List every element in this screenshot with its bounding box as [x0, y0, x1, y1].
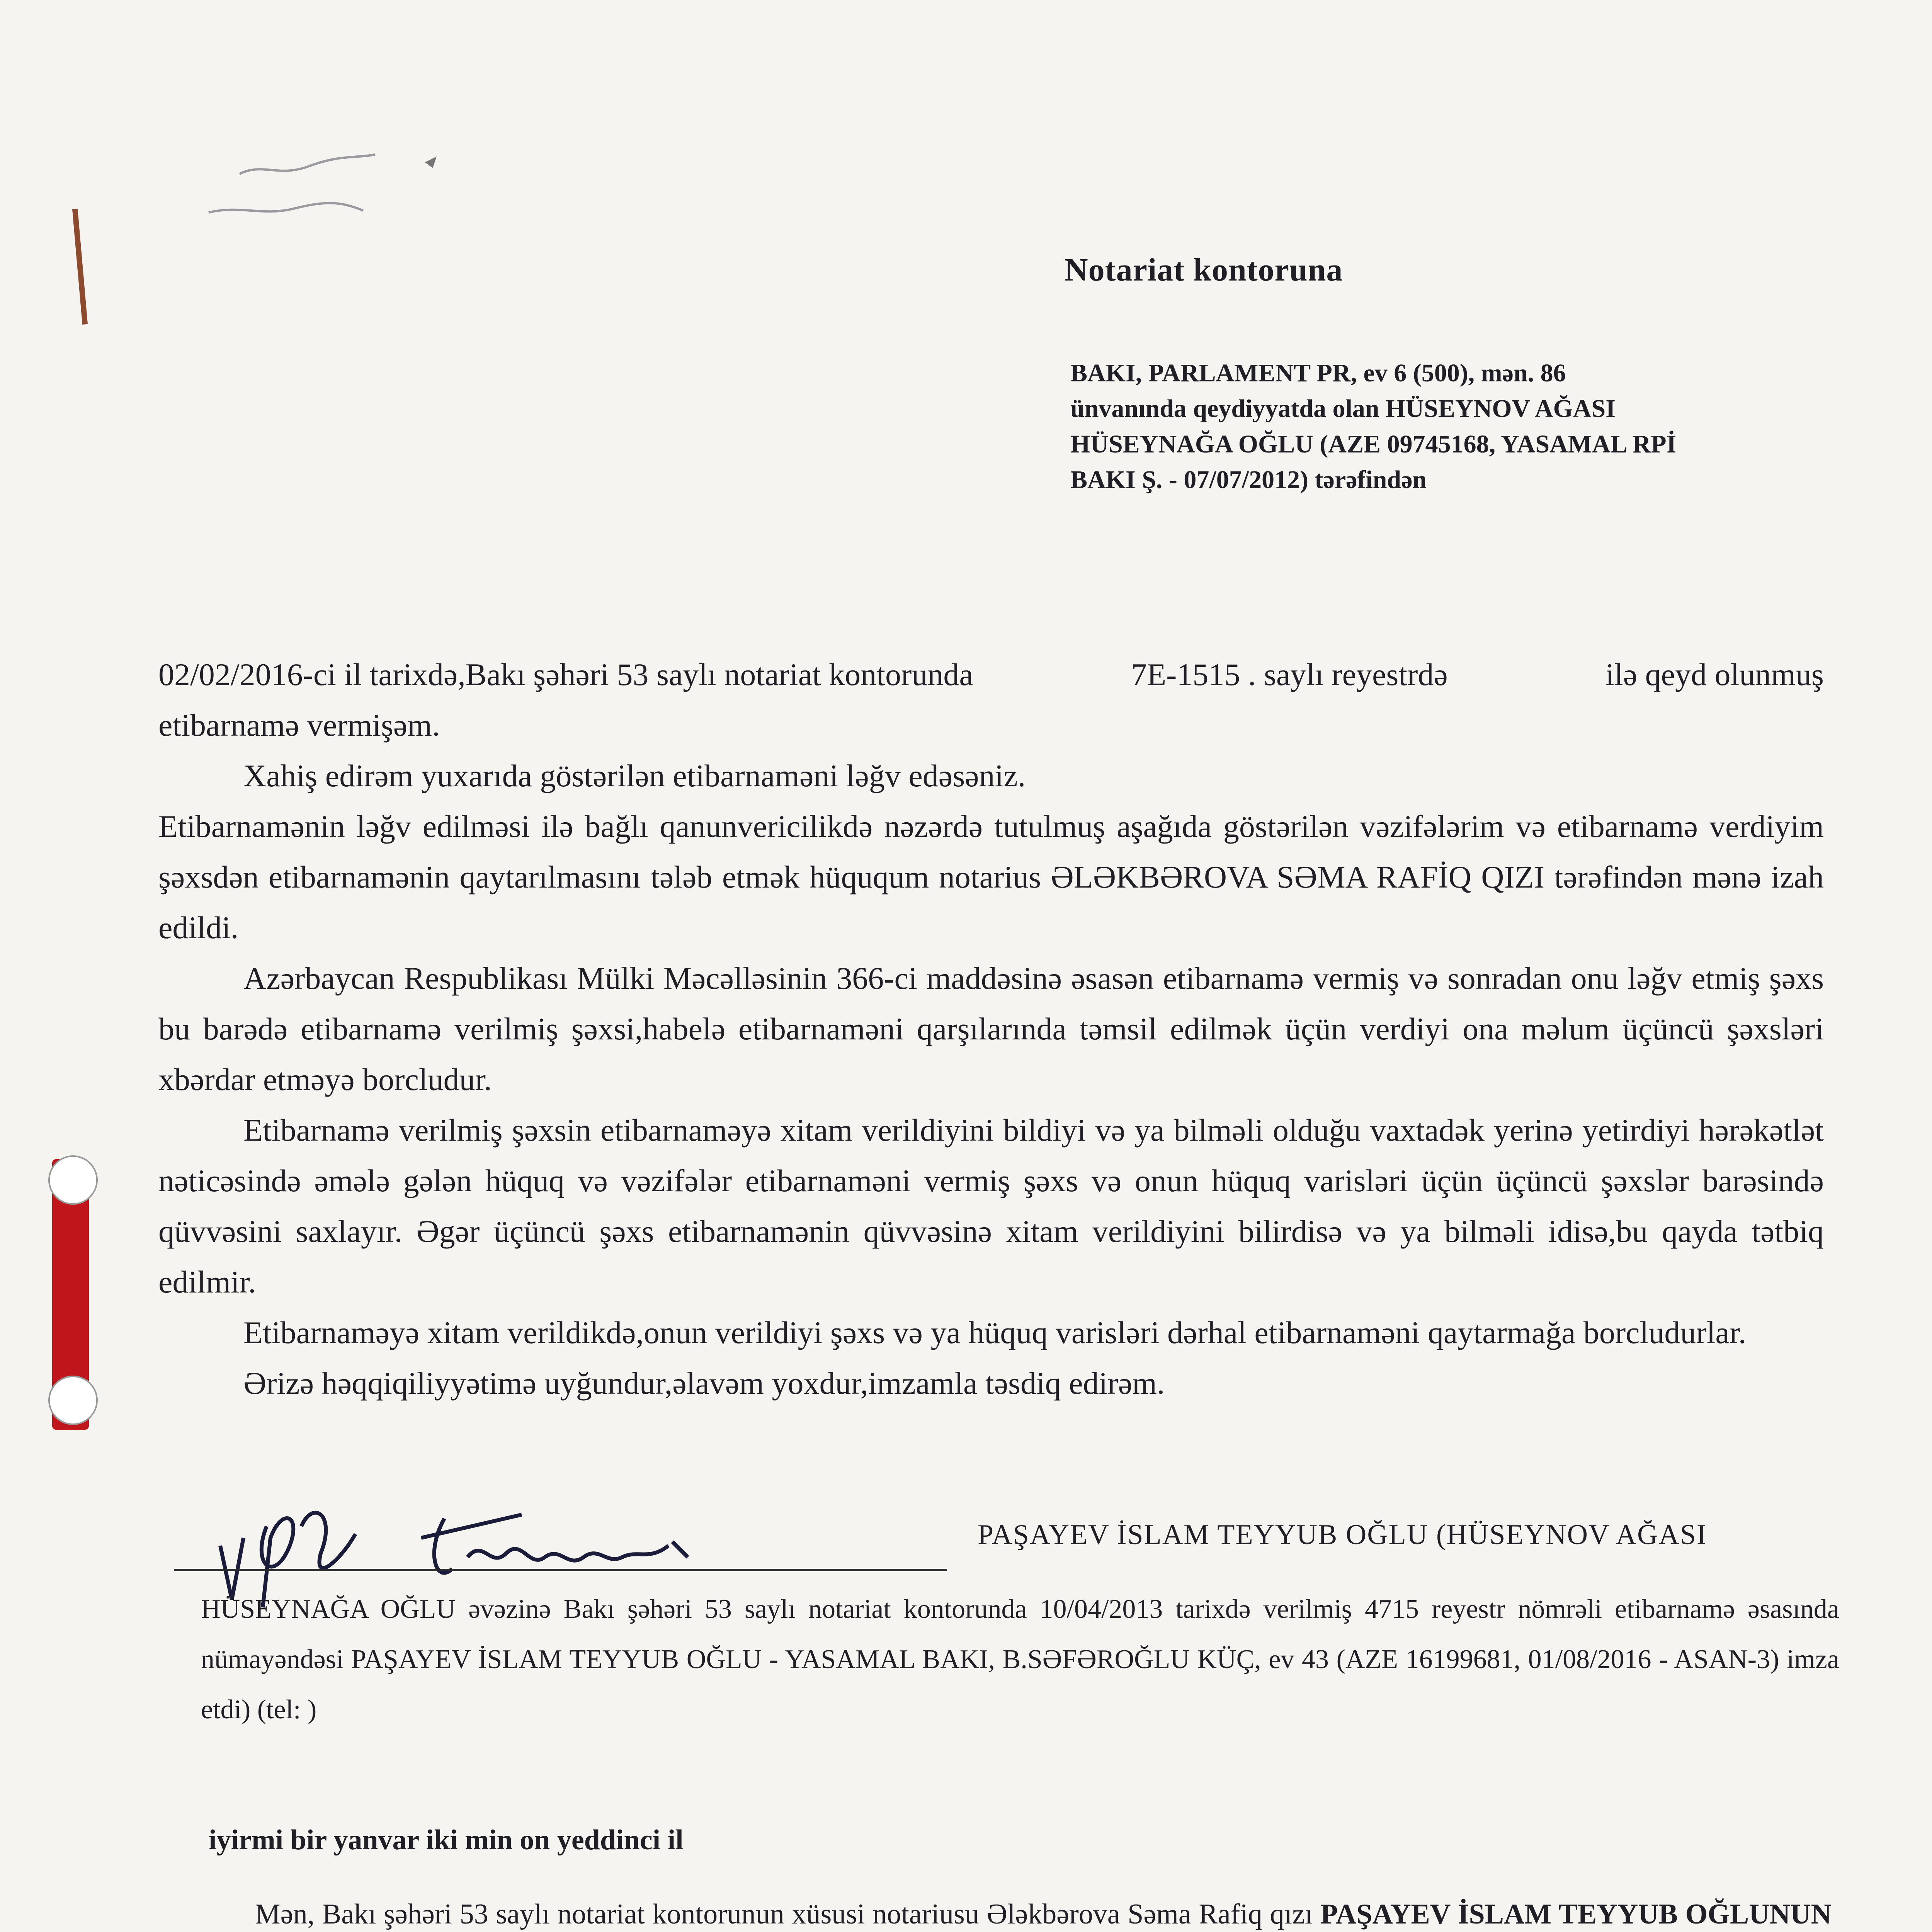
certification-text — [209, 1889, 1832, 1932]
reference-registered-text: ilə qeyd olunmuş — [1605, 657, 1824, 692]
reference-continuation: etibarnamə vermişəm. — [158, 707, 440, 743]
cert-intro: Mən, Bakı şəhəri 53 saylı notariat kontorunun xüsusi notariusu Ələkbərova Səma Rafiq qızı — [255, 1898, 1321, 1930]
reference-date-text: 02/02/2016-ci il tarixdə,Bakı şəhəri 53 saylı notariat kontorunda — [158, 657, 973, 692]
reference-line — [158, 649, 1824, 700]
request-paragraph: Xahiş edirəm yuxarıda göstərilən etibarnaməni ləğv edəsəniz. — [243, 758, 1026, 793]
handwritten-note-scribble — [193, 128, 502, 228]
return-obligation-paragraph: Etibarnaməyə xitam verildikdə,onun verildiyi şəxs və ya hüquq varisləri dərhal etibarnaməni qaytarmağa borcludurlar. — [243, 1315, 1747, 1350]
date-in-words: iyirmi bir yanvar iki min on yeddinci il — [209, 1824, 684, 1856]
applicant-line-1: BAKI, PARLAMENT PR, ev 6 (500), mən. 86 — [1070, 359, 1566, 387]
representative-details: HÜSEYNAĞA OĞLU əvəzinə Bakı şəhəri 53 saylı notariat kontorunda 10/04/2013 tarixdə verilmiş 4715 reyestr nömrəli etibarnamə əsasında nümayəndəsi PAŞAYEV İSLAM TEYYUB OĞLU - YASAMAL BAKI, B.SƏFƏROĞLU KÜÇ, ev 43 (AZE 16199681, 01/08/2016 - ASAN-3) imza etdi) (tel: ) — [201, 1594, 1839, 1725]
cert-signer-name: PAŞAYEV İSLAM TEYYUB OĞLUNUN — [1320, 1898, 1832, 1930]
punch-hole-bottom — [48, 1376, 98, 1425]
addressee-heading: Notariat kontoruna — [1065, 252, 1343, 288]
applicant-line-3: HÜSEYNAĞA OĞLU (AZE 09745168, YASAMAL RPİ — [1070, 430, 1677, 458]
applicant-details — [1070, 355, 1797, 498]
punch-hole-top — [48, 1155, 98, 1205]
explanation-paragraph: Etibarnamənin ləğv edilməsi ilə bağlı qanunvericilikdə nəzərdə tutulmuş aşağıda göstərilən vəzifələrim və etibarnamə verdiyim şəxsdən etibarnamənin qaytarılmasını tələb etmək hüququm notarius ƏLƏKBƏROVA SƏMA RAFİQ QIZI tərəfindən mənə izah edildi. — [158, 809, 1824, 945]
law-article-paragraph: Azərbaycan Respublikası Mülki Məcəlləsinin 366-ci maddəsinə əsasən etibarnamə vermiş və sonradan onu ləğv etmiş şəxs bu barədə etibarnamə verilmiş şəxsi,habelə etibarnaməni qarşılarında təmsil edilmək üçün verdiyi ona məlum üçüncü şəxsləri xbərdar etməyə borcludur. — [158, 961, 1824, 1097]
applicant-line-2: ünvanında qeydiyyatda olan HÜSEYNOV AĞASI — [1070, 395, 1616, 423]
confirmation-paragraph: Ərizə həqqiqiliyyətimə uyğundur,əlavəm yoxdur,imzamla təsdiq edirəm. — [243, 1366, 1165, 1401]
staple-pin — [72, 209, 88, 325]
applicant-line-4: BAKI Ş. - 07/07/2012) tərəfindən — [1070, 466, 1427, 494]
representative-name: PAŞAYEV İSLAM TEYYUB OĞLU (HÜSEYNOV AĞASI — [978, 1519, 1707, 1551]
application-body — [158, 649, 1824, 1408]
signature-line — [174, 1569, 947, 1571]
reference-registry: 7E-1515 . saylı reyestrdə — [1131, 657, 1448, 692]
third-party-paragraph: Etibarnamə verilmiş şəxsin etibarnaməyə xitam verildiyini bildiyi və ya bilməli olduğu vaxtadək yerinə yetirdiyi hərəkətlət nəticəsində əmələ gələn hüquq və vəzifələr etibarnaməni vermiş şəxs və onun hüquq varisləri üçün üçüncü şəxslər barəsində qüvvəsini saxlayır. Əgər üçüncü şəxs etibarnamənin qüvvəsinə xitam verildiyini bilirdisə və ya bilməli idisə,bu qayda tətbiq edilmir. — [158, 1112, 1824, 1299]
